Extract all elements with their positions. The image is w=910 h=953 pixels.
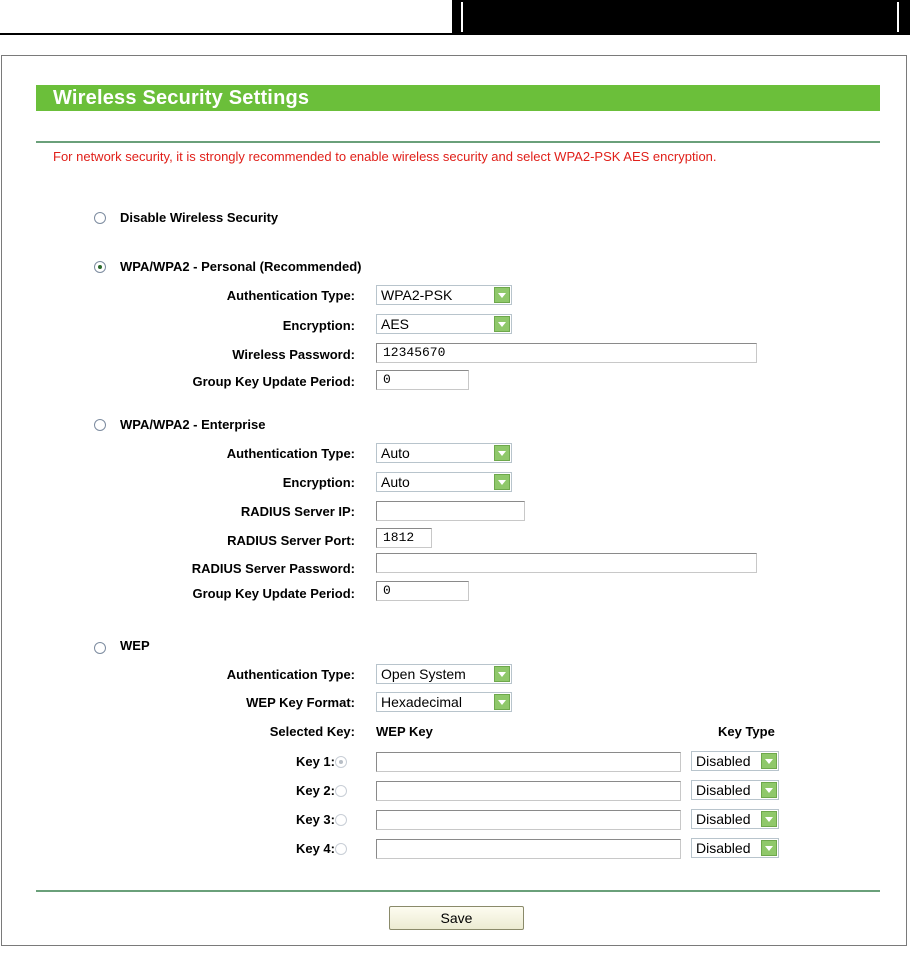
radius-ip-label: RADIUS Server IP: [240,504,355,519]
wep-key-format-label: WEP Key Format: [246,695,355,710]
radius-password-label: RADIUS Server Password: [191,561,355,576]
disable-security-label: Disable Wireless Security [120,210,279,225]
wpa-enterprise-radio[interactable] [94,419,106,431]
personal-encryption-select[interactable] [376,314,512,334]
chevron-down-icon [761,782,777,798]
radius-port-input[interactable]: 1812 [376,528,432,548]
chevron-down-icon [761,811,777,827]
wireless-password-label: Wireless Password: [232,347,355,362]
wep-key-type-value: Disabled [696,811,751,827]
personal-auth-type-value: WPA2-PSK [381,287,453,303]
chevron-down-icon [761,840,777,856]
radius-password-input[interactable] [376,553,757,573]
wep-key-label: Key 3: [295,812,335,827]
radius-ip-input[interactable] [376,501,525,521]
wep-key-type-select[interactable] [691,809,779,829]
radius-port-label: RADIUS Server Port: [227,533,355,548]
top-divider [36,141,880,143]
personal-auth-type-select[interactable] [376,285,512,305]
header-divider [897,2,899,32]
enterprise-auth-type-value: Auto [381,445,410,461]
key-type-header: Key Type [718,724,775,739]
enterprise-group-key-input[interactable]: 0 [376,581,469,601]
wep-key-type-select[interactable] [691,751,779,771]
chevron-down-icon [494,474,510,490]
wep-key-format-select[interactable] [376,692,512,712]
wpa-enterprise-label: WPA/WPA2 - Enterprise [120,417,266,432]
wep-key-input[interactable] [376,839,681,859]
wep-key-header: WEP Key [376,724,433,739]
personal-encryption-value: AES [381,316,410,332]
enterprise-encryption-select[interactable] [376,472,512,492]
chevron-down-icon [494,287,510,303]
wep-key-type-value: Disabled [696,753,751,769]
enterprise-group-key-label: Group Key Update Period: [192,586,355,601]
header-divider [461,2,463,32]
enterprise-auth-type-label: Authentication Type: [226,446,355,461]
wep-key-label: Key 4: [295,841,335,856]
wpa-personal-radio[interactable] [94,261,106,273]
bottom-divider [36,890,880,892]
wep-auth-type-label: Authentication Type: [226,667,355,682]
wep-key-type-select[interactable] [691,838,779,858]
wep-key-label: Key 1: [295,754,335,769]
enterprise-encryption-label: Encryption: [282,475,355,490]
wep-key-input[interactable] [376,752,681,772]
wep-key-radio[interactable] [335,756,347,768]
wep-key-type-select[interactable] [691,780,779,800]
personal-encryption-label: Encryption: [282,318,355,333]
wep-radio[interactable] [94,642,106,654]
disable-security-radio[interactable] [94,212,106,224]
chevron-down-icon [494,445,510,461]
wireless-password-input[interactable]: 12345670 [376,343,757,363]
wep-key-input[interactable] [376,781,681,801]
wep-key-radio[interactable] [335,785,347,797]
chevron-down-icon [494,666,510,682]
wep-key-input[interactable] [376,810,681,830]
wep-key-type-value: Disabled [696,782,751,798]
wep-key-radio[interactable] [335,843,347,855]
security-notice: For network security, it is strongly recommended to enable wireless security and select WPA2-PSK AES encryption. [53,149,717,164]
wep-auth-type-select[interactable] [376,664,512,684]
wep-key-type-value: Disabled [696,840,751,856]
enterprise-auth-type-select[interactable] [376,443,512,463]
page-title: Wireless Security Settings [53,87,310,109]
personal-group-key-label: Group Key Update Period: [192,374,355,389]
wep-key-format-value: Hexadecimal [381,694,462,710]
save-button[interactable]: Save [389,906,524,930]
chevron-down-icon [494,316,510,332]
enterprise-encryption-value: Auto [381,474,410,490]
chevron-down-icon [761,753,777,769]
wep-label: WEP [120,638,150,653]
personal-group-key-input[interactable]: 0 [376,370,469,390]
chevron-down-icon [494,694,510,710]
wep-auth-type-value: Open System [381,666,466,682]
personal-auth-type-label: Authentication Type: [226,288,355,303]
wep-key-label: Key 2: [295,783,335,798]
header-left-strip [0,0,452,35]
wpa-personal-label: WPA/WPA2 - Personal (Recommended) [120,259,362,274]
wep-key-radio[interactable] [335,814,347,826]
selected-key-header: Selected Key: [269,724,355,739]
header-right-strip [452,0,910,35]
